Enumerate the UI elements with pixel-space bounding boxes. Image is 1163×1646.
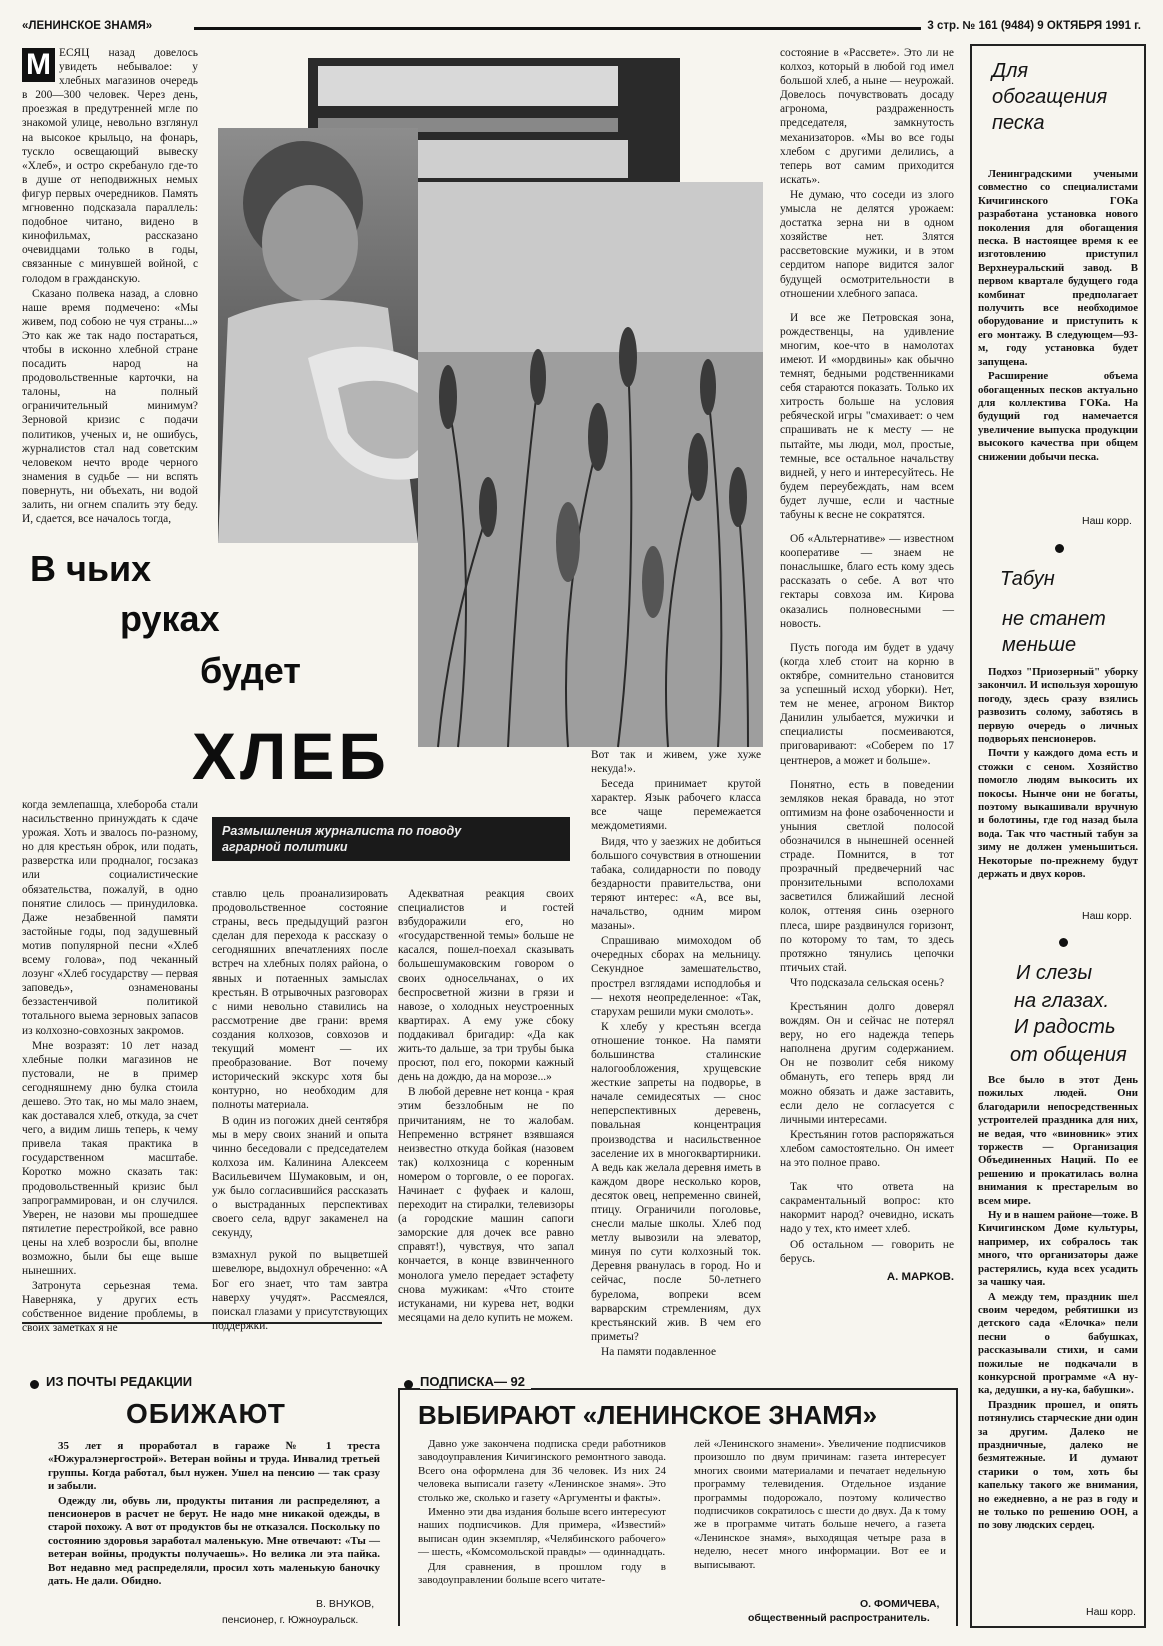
brief-1-signature: Наш корр. bbox=[1082, 515, 1132, 527]
article-paragraph: Адекватная реакция своих специалистов и гостей взбудоражили его, но «государственной темы» больше не касался, пошел-поехал сказывать большешумаковским говором о своих односельчанах, о их беспросветной жизни в грязи и навозе, о холодных неустроенных квартирах. А ему уже сбоку поддакивал бригадир: «Да как жить-то дальше, за три трубы быка просют, пол его, покорми кажный день на дождю, да на морозе...» bbox=[398, 888, 574, 1084]
article-paragraph: Крестьянин долго доверял вождям. Он и сейчас не потерял веру, но его надежда теперь наполнена другим содержанием. Он не позволит себя никому обмануть, его теперь вряд ли можно обязать и даже заставить, если дело не согласуется с личными интересами. bbox=[780, 1001, 954, 1126]
brief-3-title-line-1: И слезы bbox=[1016, 962, 1093, 984]
headline-word-1: В чьих bbox=[30, 548, 152, 589]
bullet-icon bbox=[1055, 544, 1064, 553]
article-paragraph: В любой деревне нет конца - края этим беззлобным не по причитаниям, не то жалобам. Непременно встрянет взявшаяся неизвестно откуда бойкая (назовем так) колхозница с коренным номером о торговле, о ее порогах. Начинает с фуфаек и калош, переходит на стиралки, телевизоры (а городские машин сапоги заморские для дочек все равно справят!), чувствуя, что запал кончается, в конце взвинченного монолога умело передает эстафету снова мужикам: «Что стоите истуканами, ни курева нет, водки месяцами на дело купить не можем. bbox=[398, 1086, 574, 1324]
brief-3-title-line-2: на глазах. bbox=[1014, 990, 1110, 1012]
headline-word-3: будет bbox=[200, 650, 301, 691]
article-paragraph: Понятно, есть в поведении земляков некая бравада, но этот оптимизм на фоне озабоченности и уныния светлой полосой обозначился в нынешней осенней страде. Помнится, в тот прозрачный предвечерний час пронзительными всполохами засветился ближайший лесной колок, оттеняя синь озерного плеса, шире раздвинулся горизонт, по которому то там, то здесь протяжно тянулись цепочки птичьих стай. bbox=[780, 778, 954, 974]
brief-paragraph: Почти у каждого дома есть и стожки с сеном. Хозяйство помогло людям выкосить их покосы. Нынче они не богаты, поэтому выкашивали вручную и болотины, где год назад была вода. Так что частный табун за зиму не должен уменьшиться. Некоторые по-прежнему будут держать и двух коров. bbox=[978, 747, 1138, 881]
article-paragraph: К хлебу у крестьян всегда отношение тонкое. На памяти большинства сталинские налогообложения, хрущевские жесткие запреты на подворье, в начале семидесятых — снос неперспективных деревень, повальная концентрация производства и насильственное заселение их в многоквартирники. А ведь как желала деревня иметь в каждом дворе несколько коров, десяток овец, непременно свиней, птицу. Ограничили поголовье, снесли малые школы. Хлеб под метлу вывозили на элеватор, минуя по сути колхозный ток. Деревня рванулась в город. Но и сейчас, после 50-летнего бурелома, вопреки всем варварским стремлениям, дух крестьянский жив. В чем его приметы? bbox=[591, 1020, 761, 1343]
article-column-1-top bbox=[22, 46, 198, 551]
article-paragraph: ЕСЯЦ назад довелось увидеть небывалое: у хлебных магазинов очередь в 200—300 человек. Через день, проезжая в предутренней мгле по знакомой улице, невольно взглянул на высокое крыльцо, на фонарь, тускло освещающий вывеску «Хлеб», и остро скребануло где-то в душе от неподвижных немых фигур первых очередников. Память мгновенно подсказала параллель: подобное читано, видено в кинофильмах, рассказано очевидцами только в годы, связанные с минувшей войной, с голодом в гражданскую. bbox=[22, 47, 198, 285]
brief-paragraph: Подхоз "Приозерный" уборку закончил. И используя хорошую погоду, здесь сразу взялись развозить солому, заботясь в первую очередь о личных подворьях пенсионеров. bbox=[978, 666, 1138, 746]
article-paragraph: когда землепашца, хлебороба стали насильственно принуждать к сдаче урожая. Хоть и звалось по-разному, но для крестьян оброк, или подать, разверстка или продналог, госзаказ или социалистические обязательства, пожалуй, в одно понятие слилось — принудиловка. Даже незабвенной памяти застойные годы, под задушевный мотив популярной песни «Хлеб всему голова», под чеканный лозунг «Хлеб государству — первая заповедь», ознаменованы беззастенчивой политикой тотального выема зерновых запасов из колхозно-совхозных закромов. bbox=[22, 799, 198, 1037]
brief-2-title-line-1: Табун bbox=[1000, 568, 1055, 590]
subscription-signature: О. ФОМИЧЕВА, bbox=[860, 1598, 940, 1610]
article-paragraph: И все же Петровская зона, рождественцы, на удивление многим, кое-что в намолотах имеют. И «мордвины» как обычно темнят, бедными родственниками себя стараются показать. Только их хитрость больше на условия ребяческой игры "смахивает: о чем спрашивать не к месту — не пытайте, мы люди, мол, простые, темные, все остальное начальству видней, у него и интересуйтесь. Не будем переубеждать, нам всем будет лучше, если и частные табуны к весне не сократятся. bbox=[780, 311, 954, 521]
subheadline-line-1: Размышления журналиста по поводу bbox=[222, 824, 462, 838]
article-column-4 bbox=[591, 748, 761, 1358]
brief-3-title-line-3: И радость bbox=[1014, 1016, 1116, 1038]
drop-cap: М bbox=[22, 48, 55, 82]
brief-2-text bbox=[978, 666, 1138, 910]
article-paragraph: Об «Альтернативе» — известном кооперативе — знаем не понаслышке, благо есть кому здесь рассказать о себе. А вот что гектары совхоза им. Кирова оказались полновесными — новость. bbox=[780, 533, 954, 630]
brief-paragraph: Все было в этот День пожилых людей. Они благодарили непосредственных устроителей праздника для них, не ведая, что «виновник» этих торжеств — Организация Объединенных Наций. По ее решению и прокатилась волна внимания к престарелым во всем мире. bbox=[978, 1074, 1138, 1207]
article-paragraph: Что подсказала сельская осень? bbox=[790, 976, 945, 989]
bullet-icon bbox=[30, 1380, 39, 1389]
letter-text bbox=[48, 1440, 380, 1590]
article-paragraph: Об остальном — говорить не берусь. bbox=[780, 1238, 954, 1265]
article-paragraph: Не думаю, что соседи из злого умысла не делятся урожаем: достатка зерна ни в одном хозяйстве нет. Злятся рассветовские мужики, и в этом сердитом напоре видится залог будущей осмотрительности в отношении хлебного запаса. bbox=[780, 188, 954, 300]
article-paragraph: Затронута серьезная тема. Наверняка, у других есть собственное видение проблемы, в своих заметках я не bbox=[22, 1280, 198, 1335]
article-paragraph: ставлю цель проанализировать продовольственное состояние страны, весь предыдущий разгон сделан для перехода к рассказу о сегодняшних впечатлениях после встреч на хлебных полях района, о явных и потаенных замыслах крестьян. В отрывочных разговорах с ними невольно ставились на рассмотрение две грани: время создания колхозов, совхозов и текущий момент — их преобразование. Вот почему исторический экскурс хотя бы контурно, но необходим для полноты материала. bbox=[212, 888, 388, 1112]
article-column-5 bbox=[780, 46, 954, 1318]
brief-1-title-line-1: Для bbox=[992, 60, 1029, 82]
article-paragraph: Беседа принимает крутой характер. Язык рабочего класса все чаще перемежается междометиями. bbox=[591, 778, 761, 833]
wheat-field-photo bbox=[418, 182, 763, 747]
subscription-paragraph: лей «Ленинского знамени». Увеличение подписчиков произошло по двум причинам: газета интересует многих своими материалами и печатает недельную программу телевидения. Отдельное издание программы подорожало, поэтому количество подписчиков сократилось с шести до двух. Да к тому же в программе читать больше нечего, а газета «Ленинское знамя», выходящая четыре раза в неделю, несет много информации. Вот ее и выписывают. bbox=[694, 1438, 946, 1571]
article-column-2 bbox=[212, 887, 388, 1332]
letter-paragraph: 35 лет я проработал в гараже № 1 треста «Южуралэнергострой». Ветеран войны и труда. Инвалид третьей группы. Когда работал, был нужен. Ушел на пенсию — так сразу и забыли. bbox=[48, 1440, 380, 1493]
bullet-icon bbox=[404, 1380, 413, 1389]
brief-paragraph: Праздник прошел, и опять потянулись старческие дни один за другим. Далеко не праздничные, далеко не безмятежные. И думают старики о том, хоть бы капельку такого же внимания, но ежедневно, а не раз в году и не только по решению ООН, а по зову людских сердец. bbox=[978, 1398, 1139, 1532]
bullet-icon bbox=[1059, 938, 1068, 947]
paper-name: «ЛЕНИНСКОЕ ЗНАМЯ» bbox=[22, 20, 153, 32]
headline-word-2: руках bbox=[120, 598, 220, 639]
author-signature: А. МАРКОВ. bbox=[886, 1270, 954, 1283]
article-column-1-bottom bbox=[22, 798, 198, 1335]
letter-rubric: ИЗ ПОЧТЫ РЕДАКЦИИ bbox=[46, 1374, 193, 1389]
article-paragraph: Мне возразят: 10 лет назад хлебные полки магазинов не пустовали, не в пример сегодняшнему дню булка стоила дешево. Это так, но мы мало знаем, как доставался хлеб, откуда, за счет чего, а видим лишь теперь, к чему привела такая практика в государственном масштабе. Коротко можно сказать так: продовольственный кризис был запрограммирован, и он случился. Уверен, не назови мы прошедшее пятилетие перестройкой, все равно цены на хлеб возросли бы, вполне возможно, были бы еще выше нынешних. bbox=[22, 1039, 198, 1278]
masthead-rule bbox=[194, 27, 921, 30]
article-paragraph: В один из погожих дней сентября мы в меру своих знаний и опыта чинно беседовали с председателем колхоза им. Калинина Алексеем Васильевичем Шумаковым, и он, уж было согласившийся рассказать о выстраданных перспективах своего села, вдруг закаменел на секунду, bbox=[212, 1114, 388, 1240]
brief-3-title-line-4: от общения bbox=[1010, 1044, 1127, 1066]
brief-2-title-line-3: меньше bbox=[1002, 634, 1077, 656]
issue-info: 3 стр. № 161 (9484) 9 ОКТЯБРЯ 1991 г. bbox=[927, 20, 1141, 32]
subscription-paragraph: Именно эти два издания больше всего интересуют наших подписчиков. Для примера, «Известий» выписан один экземпляр, «Челябинского рабочего» — шесть, «Комсомольской правды» — одиннадцать. bbox=[418, 1506, 666, 1559]
article-paragraph: Пусть погода им будет в удачу (когда хлеб стоит на корню в октябре, сомнительно становится за успешный исход уборки). Нет, тем не менее, агроном Виктор Данилин улыбается, мужички и специалисты посмеиваются, приговаривают: «Соберем по 17 центнеров, а может и больше». bbox=[780, 641, 954, 767]
brief-1-text bbox=[978, 168, 1138, 508]
brief-paragraph: Ленинградскими учеными совместно со специалистами Кичигинского ГОКа разработана установка нового поколения для обогащения песка. В настоящее время к ее изготовлению приступил Верхнеуральский завод. В первом квартале будущего года комбинат предполагает получить все необходимое оборудование и приступить к его монтажу. В следующем—93-м, году установка будет запущена. bbox=[978, 168, 1138, 368]
brief-3-text bbox=[978, 1074, 1138, 1600]
subscription-rubric: ПОДПИСКА— 92 bbox=[420, 1374, 531, 1389]
article-paragraph: Вот так и живем, уже хуже некуда!». bbox=[591, 749, 761, 776]
brief-paragraph: Ну и в нашем районе—тоже. В Кичигинском Доме культуры, например, их собралось так много, что организаторы даже растерялись, куда всех усадить за чашку чая. bbox=[978, 1209, 1138, 1289]
article-paragraph: состояние в «Рассвете». Это ли не колхоз, который в любой год имел большой хлеб, а ныне — неурожай. Довелось почувствовать досаду агронома, раздраженность председателя, замкнутость механизаторов. «Мы во все годы хлебом с другими делились, а теперь вот самим приходится искать». bbox=[780, 47, 954, 186]
subheadline-line-2: аграрной политики bbox=[222, 840, 348, 854]
article-paragraph: Крестьянин готов распоряжаться хлебом самостоятельно. Он имеет на это полное право. bbox=[780, 1128, 954, 1170]
article-paragraph: Так что ответа на сакраментальный вопрос: кто накормит народ? очевидно, искать надо у тех, кто имеет хлеб. bbox=[780, 1181, 954, 1236]
subscription-text-right bbox=[694, 1438, 946, 1578]
brief-3-signature: Наш корр. bbox=[1086, 1606, 1136, 1618]
letter-title: ОБИЖАЮТ bbox=[126, 1398, 286, 1429]
article-paragraph: взмахнул рукой по выцветшей шевелюре, выдохнул обреченно: «А Бог его знает, что там завтра наверху учудят». Рассмеялся, поискал глазами у присутствующих поддержки. bbox=[212, 1249, 388, 1332]
subscription-paragraph: Для сравнения, в прошлом году в заводоуправлении больше всего читате- bbox=[418, 1560, 666, 1587]
brief-2-signature: Наш корр. bbox=[1082, 910, 1132, 922]
brief-1-title-line-2: обогащения bbox=[992, 86, 1108, 108]
subscription-signature-details: общественный распространитель. bbox=[748, 1612, 930, 1624]
article-paragraph: На памяти подавленное bbox=[601, 1345, 717, 1358]
letter-paragraph: Одежду ли, обувь ли, продукты питания ли распределяют, а пенсионеров в расчет не берут. Не надо мне никакой одежды, в старой похожу. А вот от продуктов бы не отказался. Поскольку по состоянию здоровья заработал маленькую. Мне отвечают: «Ты — ветеран войны, продукты получаешь». Но велика ли эта пайка. Вот недавно мед распределяли, просил хоть маленькую баночку дать. Не дали. Обидно. bbox=[48, 1494, 380, 1588]
masthead bbox=[22, 18, 1141, 36]
subheadline-bar bbox=[212, 817, 570, 861]
letter-signature: В. ВНУКОВ, bbox=[316, 1598, 375, 1610]
letter-signature-details: пенсионер, г. Южноуральск. bbox=[222, 1614, 359, 1626]
brief-paragraph: А между тем, праздник шел своим чередом, ребятишки из детского сада «Елочка» пели песни о бабушках, рассказывали стихи, и сами пожилые не подкачали в конкурсной программе «А ну-ка, дедушки, а ну-ка, бабушки». bbox=[978, 1290, 1138, 1397]
brief-2-title-line-2: не станет bbox=[1002, 608, 1106, 630]
article-paragraph: Видя, что у заезжих не добиться большого сочувствия в отношении табака, солидарности по поводу бездарности правительства, они теряют интерес: «А, все вы, начальство, одним миром мазаны». bbox=[591, 835, 761, 933]
headline-word-4: ХЛЕБ bbox=[192, 719, 390, 793]
subscription-paragraph: Давно уже закончена подписка среди работников заводоуправления Кичигинского ремонтного завода. Всего она оформлена для 36 человек. Из них 24 человека выписали газету «Ленинское знамя». Это столько же, сколько и газету «Аргументы и факты». bbox=[418, 1438, 666, 1504]
subscription-title: ВЫБИРАЮТ «ЛЕНИНСКОЕ ЗНАМЯ» bbox=[418, 1400, 878, 1430]
article-paragraph: Спрашиваю мимоходом об очередных сборах на мельницу. Секундное замешательство, прострел взглядами исподлобья и — нехотя неопределенное: «Так, старухам решили муки смолоть». bbox=[591, 935, 761, 1018]
article-column-3 bbox=[398, 887, 574, 1324]
brief-1-title-line-3: песка bbox=[992, 112, 1045, 134]
subscription-text-left bbox=[418, 1438, 666, 1618]
brief-paragraph: Расширение объема обогащенных песков актуально для коллектива ГОКа. На будущий год намечается увеличение выпуска продукции высокого качества при общем снижении добычи песка. bbox=[978, 370, 1138, 463]
article-paragraph: Сказано полвека назад, а словно наше время подмечено: «Мы живем, под собою не чуя страны...» Это как же так надо постараться, чтобы в исконно хлебной стране посадить народ на продовольственные карточки, на талоны, на полный ограничительный минимум? Зерновой кризис с подачи политиков, ученых и, не ошибусь, журналистов стал над советским человеком нечто вроде черного знамения в судьбе — ни вспять повернуть, ни объехать, ни водой залить, ни огнем спалить эту беду. И, сдается, все началось тогда, bbox=[22, 287, 198, 526]
